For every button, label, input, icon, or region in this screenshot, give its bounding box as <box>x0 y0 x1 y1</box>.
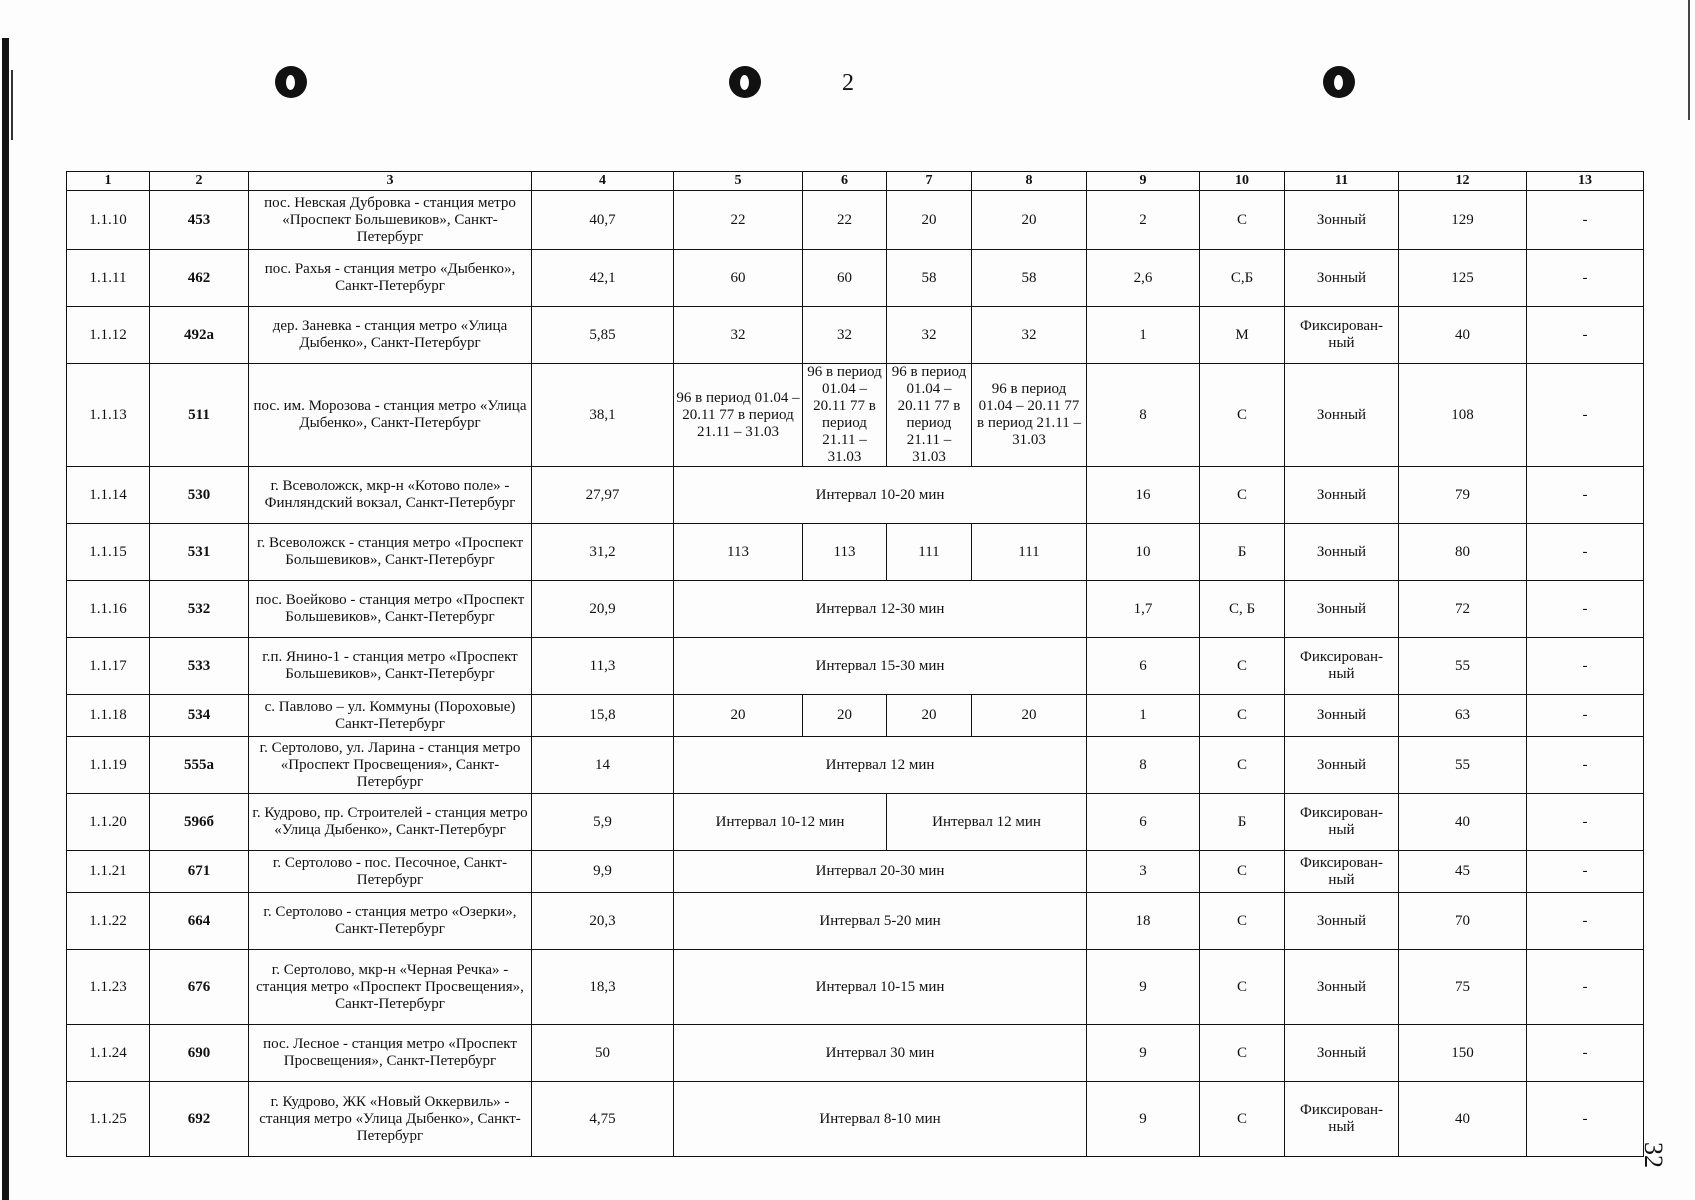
table-cell: С <box>1200 191 1285 250</box>
side-page-mark: 32 <box>1639 1142 1668 1168</box>
table-cell: Б <box>1200 794 1285 851</box>
table-cell: - <box>1527 524 1644 581</box>
table-cell: 72 <box>1399 581 1527 638</box>
table-cell: 32 <box>803 307 887 364</box>
table-cell: 9,9 <box>532 851 674 893</box>
table-cell: 20,9 <box>532 581 674 638</box>
table-cell: 1.1.20 <box>67 794 150 851</box>
table-cell: - <box>1527 1082 1644 1157</box>
table-cell: Интервал 15-30 мин <box>674 638 1087 695</box>
table-cell: 5,9 <box>532 794 674 851</box>
table-cell: 532 <box>150 581 249 638</box>
table-cell: 9 <box>1087 1082 1200 1157</box>
table-cell: 8 <box>1087 364 1200 467</box>
table-cell: Зонный <box>1285 1025 1399 1082</box>
table-cell: 462 <box>150 250 249 307</box>
table-cell: 40 <box>1399 794 1527 851</box>
table-cell: 45 <box>1399 851 1527 893</box>
table-cell: Интервал 10-12 мин <box>674 794 887 851</box>
table-cell: С <box>1200 893 1285 950</box>
table-cell: 31,2 <box>532 524 674 581</box>
table-cell: 11,3 <box>532 638 674 695</box>
table-cell: 9 <box>1087 950 1200 1025</box>
table-cell: 111 <box>887 524 972 581</box>
table-cell: Фиксирован-ный <box>1285 307 1399 364</box>
table-cell: Зонный <box>1285 467 1399 524</box>
table-cell: г. Сертолово - станция метро «Озерки», Санкт-Петербург <box>249 893 532 950</box>
table-cell: 40 <box>1399 307 1527 364</box>
table-cell: 55 <box>1399 737 1527 794</box>
table-cell: 80 <box>1399 524 1527 581</box>
table-cell: 79 <box>1399 467 1527 524</box>
column-header: 7 <box>887 172 972 191</box>
table-cell: 38,1 <box>532 364 674 467</box>
table-cell: С, Б <box>1200 581 1285 638</box>
table-cell: 1.1.23 <box>67 950 150 1025</box>
table-cell: 96 в период 01.04 – 20.11 77 в период 21.11 – 31.03 <box>972 364 1087 467</box>
table-cell: Б <box>1200 524 1285 581</box>
page-number: 2 <box>842 70 854 96</box>
table-cell: С <box>1200 1025 1285 1082</box>
table-cell: пос. Воейково - станция метро «Проспект Большевиков», Санкт-Петербург <box>249 581 532 638</box>
table-cell: 42,1 <box>532 250 674 307</box>
table-cell: Зонный <box>1285 737 1399 794</box>
table-cell: 27,97 <box>532 467 674 524</box>
table-cell: Зонный <box>1285 893 1399 950</box>
table-cell: Зонный <box>1285 364 1399 467</box>
table-cell: 1.1.14 <box>67 467 150 524</box>
table-cell: 533 <box>150 638 249 695</box>
table-cell: С <box>1200 638 1285 695</box>
table-cell: Интервал 12 мин <box>674 737 1087 794</box>
table-cell: 676 <box>150 950 249 1025</box>
column-header: 1 <box>67 172 150 191</box>
table-cell: г. Сертолово, ул. Ларина - станция метро «Проспект Просвещения», Санкт-Петербург <box>249 737 532 794</box>
table-cell: пос. Рахья - станция метро «Дыбенко», Санкт-Петербург <box>249 250 532 307</box>
table-cell: 108 <box>1399 364 1527 467</box>
table-cell: 596б <box>150 794 249 851</box>
table-cell: 20 <box>887 695 972 737</box>
table-cell: 4,75 <box>532 1082 674 1157</box>
table-cell: 18,3 <box>532 950 674 1025</box>
table-row <box>67 364 1644 467</box>
table-cell: 6 <box>1087 794 1200 851</box>
table-cell: 534 <box>150 695 249 737</box>
table-cell: 32 <box>972 307 1087 364</box>
table-cell: г. Всеволожск, мкр-н «Котово поле» - Финляндский вокзал, Санкт-Петербург <box>249 467 532 524</box>
table-cell: 111 <box>972 524 1087 581</box>
table-cell: 20 <box>972 695 1087 737</box>
table-row <box>67 851 1644 893</box>
punch-hole-icon <box>729 66 761 98</box>
table-row <box>67 1025 1644 1082</box>
routes-table <box>66 171 1644 1157</box>
table-cell: 20 <box>972 191 1087 250</box>
table-cell: 2,6 <box>1087 250 1200 307</box>
table-cell: Фиксирован-ный <box>1285 638 1399 695</box>
column-header: 3 <box>249 172 532 191</box>
table-cell: - <box>1527 1025 1644 1082</box>
table-cell: - <box>1527 638 1644 695</box>
table-cell: 32 <box>674 307 803 364</box>
table-cell: 6 <box>1087 638 1200 695</box>
table-cell: 22 <box>803 191 887 250</box>
table-cell: 1.1.10 <box>67 191 150 250</box>
table-row <box>67 1082 1644 1157</box>
table-row <box>67 467 1644 524</box>
table-cell: Интервал 12 мин <box>887 794 1087 851</box>
table-cell: 96 в период 01.04 – 20.11 77 в период 21.11 – 31.03 <box>674 364 803 467</box>
table-cell: г. Всеволожск - станция метро «Проспект Большевиков», Санкт-Петербург <box>249 524 532 581</box>
table-cell: пос. им. Морозова - станция метро «Улица Дыбенко», Санкт-Петербург <box>249 364 532 467</box>
table-cell: - <box>1527 467 1644 524</box>
table-cell: Интервал 10-20 мин <box>674 467 1087 524</box>
table-cell: 453 <box>150 191 249 250</box>
table-cell: г. Сертолово - пос. Песочное, Санкт-Петербург <box>249 851 532 893</box>
column-header: 4 <box>532 172 674 191</box>
table-row <box>67 307 1644 364</box>
table-cell: г. Кудрово, ЖК «Новый Оккервиль» - станция метро «Улица Дыбенко», Санкт-Петербург <box>249 1082 532 1157</box>
table-cell: 5,85 <box>532 307 674 364</box>
table-row <box>67 893 1644 950</box>
table-cell: 10 <box>1087 524 1200 581</box>
table-cell: 60 <box>803 250 887 307</box>
table-cell: С <box>1200 695 1285 737</box>
table-cell: - <box>1527 250 1644 307</box>
table-cell: 9 <box>1087 1025 1200 1082</box>
table-row <box>67 581 1644 638</box>
table-cell: 1.1.24 <box>67 1025 150 1082</box>
punch-hole-icon <box>1323 66 1355 98</box>
column-header: 5 <box>674 172 803 191</box>
table-cell: 58 <box>887 250 972 307</box>
table-cell: 20 <box>674 695 803 737</box>
table-cell: с. Павлово – ул. Коммуны (Пороховые) Санкт-Петербург <box>249 695 532 737</box>
table-cell: 1.1.12 <box>67 307 150 364</box>
table-cell: Фиксирован-ный <box>1285 794 1399 851</box>
table-cell: 1.1.22 <box>67 893 150 950</box>
table-cell: 63 <box>1399 695 1527 737</box>
scan-edge-mark <box>11 70 13 140</box>
table-cell: М <box>1200 307 1285 364</box>
table-cell: 1 <box>1087 307 1200 364</box>
table-cell: 690 <box>150 1025 249 1082</box>
table-cell: С <box>1200 364 1285 467</box>
table-cell: Зонный <box>1285 191 1399 250</box>
table-cell: 32 <box>887 307 972 364</box>
table-cell: 492а <box>150 307 249 364</box>
table-row <box>67 950 1644 1025</box>
table-cell: 1.1.25 <box>67 1082 150 1157</box>
table-cell: 531 <box>150 524 249 581</box>
table-cell: 40 <box>1399 1082 1527 1157</box>
table-cell: - <box>1527 794 1644 851</box>
table-cell: 3 <box>1087 851 1200 893</box>
column-header: 13 <box>1527 172 1644 191</box>
table-cell: 15,8 <box>532 695 674 737</box>
table-cell: 20 <box>803 695 887 737</box>
table-row <box>67 191 1644 250</box>
table-cell: - <box>1527 364 1644 467</box>
table-cell: - <box>1527 737 1644 794</box>
column-header: 6 <box>803 172 887 191</box>
table-cell: 14 <box>532 737 674 794</box>
table-cell: 692 <box>150 1082 249 1157</box>
table-cell: Интервал 30 мин <box>674 1025 1087 1082</box>
table-cell: Зонный <box>1285 524 1399 581</box>
table-cell: г.п. Янино-1 - станция метро «Проспект Большевиков», Санкт-Петербург <box>249 638 532 695</box>
table-cell: пос. Лесное - станция метро «Проспект Просвещения», Санкт-Петербург <box>249 1025 532 1082</box>
scan-edge-right <box>1688 0 1690 120</box>
table-cell: 1.1.17 <box>67 638 150 695</box>
column-header: 12 <box>1399 172 1527 191</box>
table-cell: С <box>1200 1082 1285 1157</box>
scan-edge-bar <box>2 38 9 1200</box>
table-cell: 22 <box>674 191 803 250</box>
table-cell: 113 <box>674 524 803 581</box>
table-cell: С,Б <box>1200 250 1285 307</box>
table-cell: 1.1.15 <box>67 524 150 581</box>
table-cell: Фиксирован-ный <box>1285 1082 1399 1157</box>
table-cell: Интервал 12-30 мин <box>674 581 1087 638</box>
punch-hole-icon <box>275 66 307 98</box>
table-cell: 129 <box>1399 191 1527 250</box>
table-cell: - <box>1527 695 1644 737</box>
table-cell: 2 <box>1087 191 1200 250</box>
table-cell: г. Кудрово, пр. Строителей - станция метро «Улица Дыбенко», Санкт-Петербург <box>249 794 532 851</box>
table-cell: 20 <box>887 191 972 250</box>
table-cell: г. Сертолово, мкр-н «Черная Речка» - станция метро «Проспект Просвещения», Санкт-Петербург <box>249 950 532 1025</box>
table-cell: 530 <box>150 467 249 524</box>
table-cell: Зонный <box>1285 581 1399 638</box>
table-cell: пос. Невская Дубровка - станция метро «Проспект Большевиков», Санкт-Петербург <box>249 191 532 250</box>
table-cell: 1,7 <box>1087 581 1200 638</box>
column-header: 10 <box>1200 172 1285 191</box>
table-cell: С <box>1200 467 1285 524</box>
table-cell: 20,3 <box>532 893 674 950</box>
table-cell: Интервал 5-20 мин <box>674 893 1087 950</box>
table-cell: 511 <box>150 364 249 467</box>
table-cell: Интервал 10-15 мин <box>674 950 1087 1025</box>
table-cell: 671 <box>150 851 249 893</box>
table-cell: дер. Заневка - станция метро «Улица Дыбенко», Санкт-Петербург <box>249 307 532 364</box>
table-cell: Зонный <box>1285 950 1399 1025</box>
table-cell: 55 <box>1399 638 1527 695</box>
table-cell: - <box>1527 950 1644 1025</box>
table-cell: 1.1.16 <box>67 581 150 638</box>
table-cell: 664 <box>150 893 249 950</box>
table-cell: 75 <box>1399 950 1527 1025</box>
table-cell: 60 <box>674 250 803 307</box>
table-cell: 113 <box>803 524 887 581</box>
column-header: 2 <box>150 172 249 191</box>
table-row <box>67 695 1644 737</box>
column-header: 8 <box>972 172 1087 191</box>
table-row <box>67 737 1644 794</box>
table-cell: 150 <box>1399 1025 1527 1082</box>
table-row <box>67 638 1644 695</box>
table-cell: С <box>1200 950 1285 1025</box>
table-cell: 96 в период 01.04 – 20.11 77 в период 21.11 – 31.03 <box>803 364 887 467</box>
header-row <box>67 172 1644 191</box>
table-cell: - <box>1527 307 1644 364</box>
table-cell: - <box>1527 581 1644 638</box>
table-cell: С <box>1200 851 1285 893</box>
table-cell: - <box>1527 191 1644 250</box>
table-cell: 1.1.19 <box>67 737 150 794</box>
table-cell: Фиксирован-ный <box>1285 851 1399 893</box>
table-cell: 18 <box>1087 893 1200 950</box>
table-cell: Зонный <box>1285 250 1399 307</box>
table-cell: 58 <box>972 250 1087 307</box>
table-row <box>67 524 1644 581</box>
table-row <box>67 794 1644 851</box>
table-cell: 70 <box>1399 893 1527 950</box>
table-cell: 1.1.18 <box>67 695 150 737</box>
table-cell: 16 <box>1087 467 1200 524</box>
table-cell: 8 <box>1087 737 1200 794</box>
table-cell: Интервал 20-30 мин <box>674 851 1087 893</box>
table-cell: 1.1.11 <box>67 250 150 307</box>
table-cell: - <box>1527 893 1644 950</box>
table-cell: С <box>1200 737 1285 794</box>
table-row <box>67 250 1644 307</box>
column-header: 9 <box>1087 172 1200 191</box>
table-cell: 125 <box>1399 250 1527 307</box>
table-cell: Интервал 8-10 мин <box>674 1082 1087 1157</box>
table-cell: 1 <box>1087 695 1200 737</box>
table-cell: 96 в период 01.04 – 20.11 77 в период 21.11 – 31.03 <box>887 364 972 467</box>
column-header: 11 <box>1285 172 1399 191</box>
table-cell: Зонный <box>1285 695 1399 737</box>
table-cell: 40,7 <box>532 191 674 250</box>
table-cell: 1.1.13 <box>67 364 150 467</box>
table-cell: 555а <box>150 737 249 794</box>
table-cell: - <box>1527 851 1644 893</box>
table-cell: 1.1.21 <box>67 851 150 893</box>
table-cell: 50 <box>532 1025 674 1082</box>
